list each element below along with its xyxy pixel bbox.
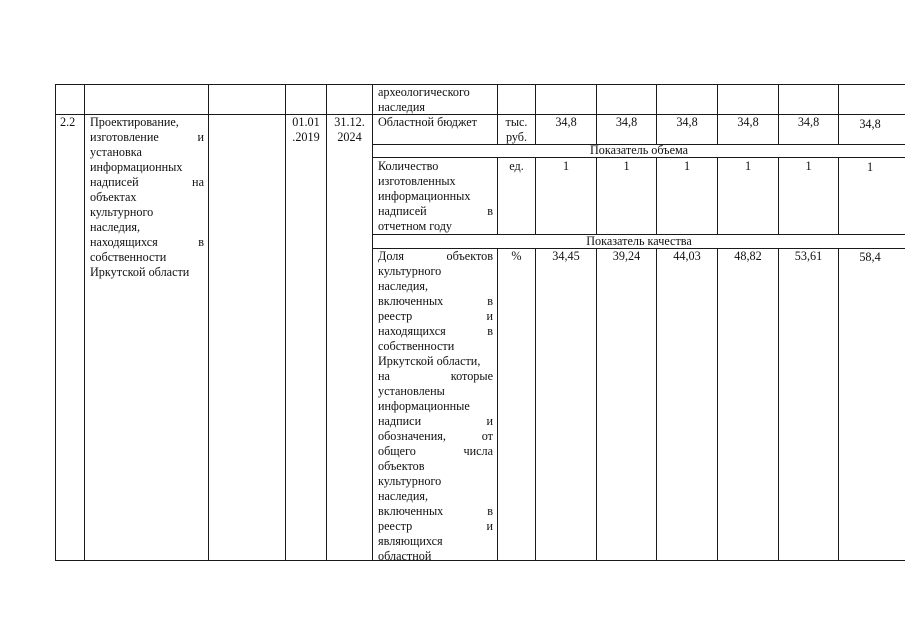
funding-unit: тыс. руб. — [505, 115, 528, 144]
col-border — [497, 248, 498, 561]
budget-value: 34,8 — [797, 115, 820, 129]
budget-value: 34,8 — [737, 115, 759, 129]
quality-value: 44,03 — [673, 249, 701, 263]
col-border — [838, 84, 839, 145]
col-border — [55, 84, 56, 561]
volume-value: 1 — [805, 159, 812, 173]
section-header-quality: Показатель качества — [586, 234, 692, 248]
budget-value: 34,8 — [615, 115, 638, 129]
col-border — [326, 84, 327, 561]
budget-value: 34,8 — [555, 115, 577, 129]
volume-value: 1 — [866, 160, 874, 174]
budget-value: 34,8 — [859, 117, 881, 131]
quality-value: 48,82 — [734, 249, 762, 263]
quality-value: 58,4 — [859, 250, 881, 264]
activity-name: Проектирование, изготовление и установка информационных надписей на объектах культурного наследия, находящихся в собственности Иркутской области — [90, 115, 204, 279]
start-date: 01.01 .2019 — [292, 115, 320, 144]
volume-unit: ед. — [509, 159, 524, 173]
row-border — [372, 157, 905, 158]
col-border — [208, 84, 209, 561]
col-border — [656, 248, 657, 561]
funding-source: Областной бюджет — [378, 115, 477, 129]
quality-value: 53,61 — [794, 249, 823, 263]
section-header-volume: Показатель объема — [589, 143, 689, 157]
col-border — [535, 248, 536, 561]
volume-value: 1 — [623, 159, 630, 173]
volume-value: 1 — [744, 159, 752, 173]
col-border — [778, 248, 779, 561]
row-number: 2.2 — [60, 115, 76, 129]
col-border — [285, 84, 286, 561]
col-border — [717, 248, 718, 561]
quality-value: 34,45 — [552, 249, 580, 263]
budget-value: 34,8 — [676, 115, 698, 129]
quality-value: 39,24 — [612, 249, 641, 263]
volume-indicator: Количество изготовленных информационных надписей в отчетном году — [378, 159, 493, 233]
col-border — [84, 84, 85, 561]
indicator-text-continued: археологического наследия — [378, 85, 470, 114]
volume-value: 1 — [562, 159, 570, 173]
col-border — [596, 248, 597, 561]
end-date: 31.12. 2024 — [334, 115, 365, 144]
col-border — [838, 248, 839, 561]
volume-value: 1 — [683, 159, 691, 173]
quality-indicator: Доля объектов культурного наследия, включенных в реестр и находящихся в собственности Иркутской области, на которые установлены информационные надписи и обозначения, от общего числа объектов культурного наследия, включенных в реестр и являющихся областной — [378, 249, 493, 563]
quality-unit: % — [511, 249, 522, 263]
